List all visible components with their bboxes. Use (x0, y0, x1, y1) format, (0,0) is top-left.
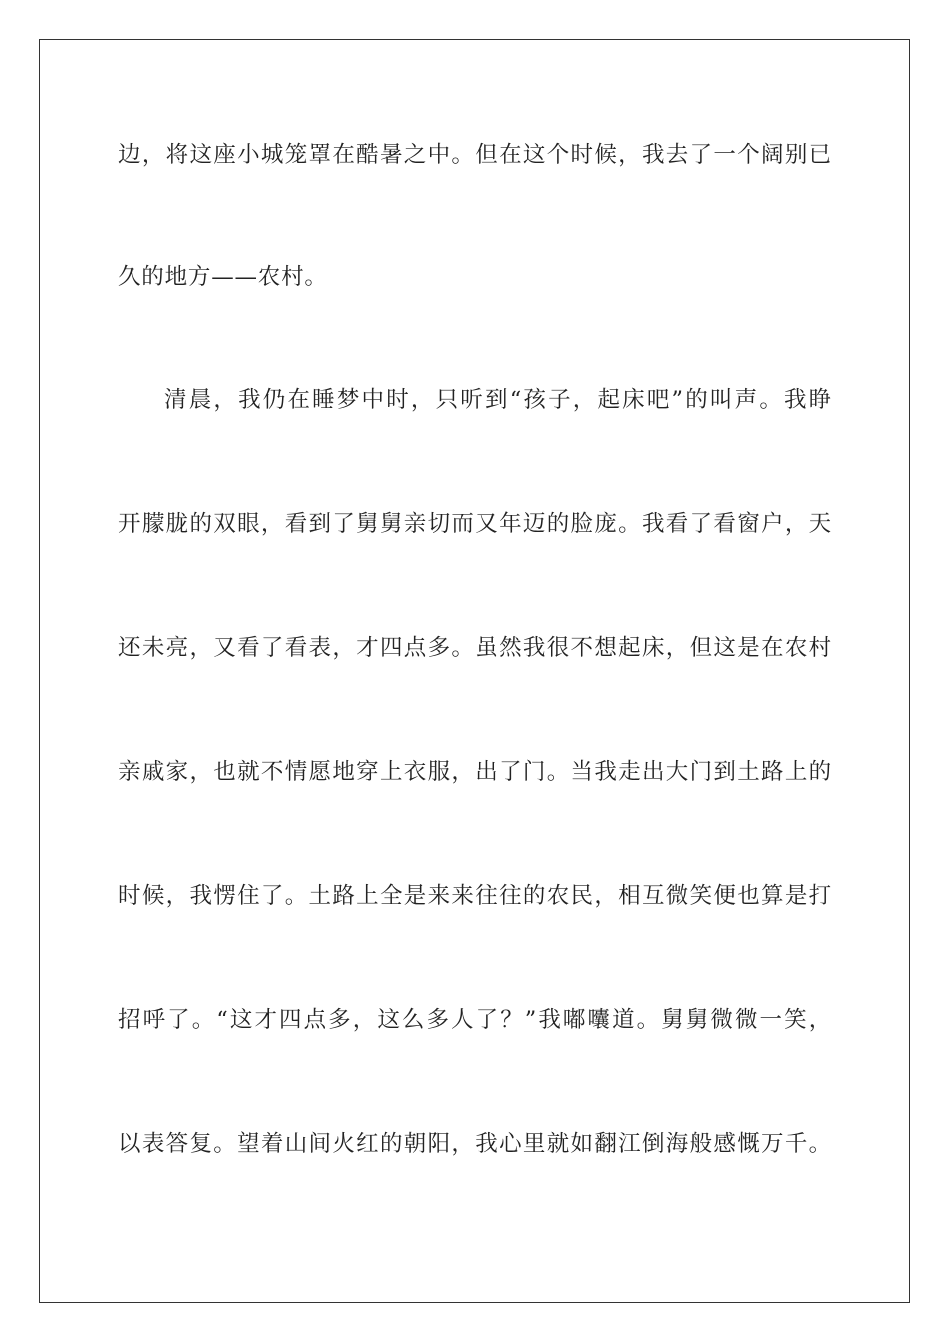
text-line-2: 久的地方——农村。 (118, 264, 328, 290)
text-line-1: 边，将这座小城笼罩在酷暑之中。但在这个时候，我去了一个阔别已 (118, 142, 832, 168)
paragraph-2-line-1: 清晨，我仍在睡梦中时，只听到“孩子，起床吧”的叫声。我睁 (164, 387, 832, 413)
paragraph-2-line-6: 招呼了。“这才四点多，这么多人了？”我嘟囔道。舅舅微微一笑， (118, 1007, 832, 1033)
paragraph-2-line-7: 以表答复。望着山间火红的朝阳，我心里就如翻江倒海般感慨万千。 (118, 1131, 832, 1157)
page-border (39, 39, 910, 1303)
paragraph-2-line-3: 还未亮，又看了看表，才四点多。虽然我很不想起床，但这是在农村 (118, 635, 832, 661)
paragraph-2-line-5: 时候，我愣住了。土路上全是来来往往的农民，相互微笑便也算是打 (118, 883, 832, 909)
paragraph-2-line-4: 亲戚家，也就不情愿地穿上衣服，出了门。当我走出大门到土路上的 (118, 759, 832, 785)
paragraph-2-line-2: 开朦胧的双眼，看到了舅舅亲切而又年迈的脸庞。我看了看窗户，天 (118, 511, 832, 537)
